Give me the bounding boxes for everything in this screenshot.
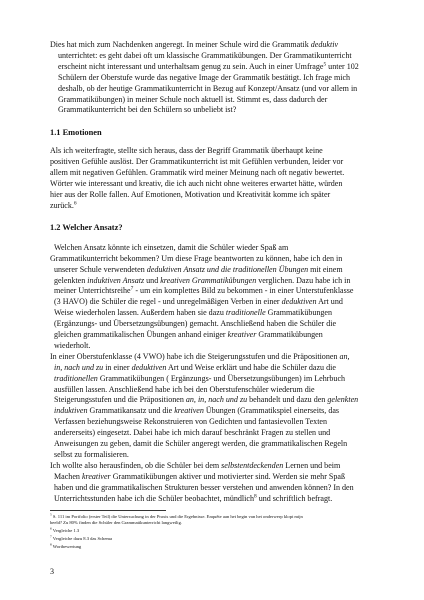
page-body — [50, 40, 378, 505]
footnote-5: $^5$ S. 111 im Portfolio (erster Teil) die Untersuchung in der Praxis und die Ergebnisse. Enquête aan het begin van het onderwerp klopt mijn beeld? Zu 80% finden die Schüler den Grammatikunterricht langweilig. — [50, 512, 303, 526]
footnote-6: $^6$ Vergleiche 1.3 — [50, 526, 80, 534]
intro-paragraph: Dies hat mich zum Nachdenken angeregt. In meiner Schule wird die Grammatik deduktiv unterrichtet: es geht dabei oft um klassische Grammatikübungen. Der Grammatikunterricht erscheint nicht interessant und unterhaltsam genug zu sein. Auch in einer Umfrage$^5$ unter 102 Schülern der Oberstufe wurde das negative Image der Grammatik bestätigt. Ich frage mich deshalb, ob der heutige Grammatikunterricht in Bezug auf Konzept/Ansatz (und vor allem in Grammatikübungen) in meiner Schule noch aktuell ist. Stimmt es, dass dadurch der Grammatikunterricht bei den Schülern so unbeliebt ist? — [50, 40, 359, 115]
ansatz-paragraph-3: Ich wollte also herausfinden, ob die Schüler bei dem selbstentdeckenden Lernen und beim Machen kreativer Grammatikübungen aktiver und motivierter sind. Werden sie mehr Spaß haben und die grammatikalischen Strukturen besser verstehen und anwenden können? In den Unterrichtsstunden habe ich die Schüler beobachtet, mündlich$^8$ und schriftlich befragt. — [50, 460, 354, 503]
ansatz-paragraph-1: Welchen Ansatz könnte ich einsetzen, damit die Schüler wieder Spaß am Grammatikunterricht bekommen? Um diese Frage beantworten zu können, habe ich den in unserer Schule verwendeten deduktiven Ansatz und die traditionellen Übungen mit einem gelenkten induktiven Ansatz und kreativen Grammatikübungen verglichen. Dazu habe ich in meiner Unterrichtsreihe$^7$ - um ein komplettes Bild zu bekommen - in einer Unterstufenklasse (3 HAVO) die Schüler die regel - und unregelmäßigen Verben in einer deduktiven Art und Weise wiederholen lassen. Außerdem haben sie dazu traditionelle Grammatikübungen (Ergänzungs- und Übersetzungsübungen) gemacht. Anschließend haben die Schüler die gleichen grammatikalischen Übungen anhand einiger kreativer Grammatikübungen wiederholt. — [50, 242, 354, 350]
section-heading-emotionen: 1.1 Emotionen — [50, 127, 102, 137]
footnote-ref-5: 5 — [323, 61, 327, 68]
footnote-8: $^8$ Wortbewertung — [50, 542, 82, 550]
footnotes — [50, 510, 380, 552]
emotionen-paragraph: Als ich weiterfragte, stellte sich heraus, dass der Begriff Grammatik überhaupt keine positiven Gefühle auslöst. Der Grammatikunterricht ist mit Gefühlen verbunden, leider vor allem mit negativen Gefühlen. Grammatik wird meiner Meinung nach oft negativ bewertet. Wörter wie interessant und kreativ, die ich auch nicht ohne weiteres erwartet hätte, würden hier aus der Rolle fallen. Auf Emotionen, Motivation und Kreativität komme ich später zurück.$^6$ — [50, 146, 345, 210]
footnote-ref-7: 7 — [130, 285, 134, 292]
section-heading-ansatz: 1.2 Welcher Ansatz? — [50, 223, 123, 233]
page-number: 3 — [50, 567, 55, 576]
footnote-divider — [50, 510, 166, 511]
footnote-ref-6: 6 — [73, 200, 77, 207]
footnote-ref-8: 8 — [254, 492, 257, 499]
footnote-7: $^7$ Vergleiche dazu 8.3 das Schema — [50, 534, 112, 542]
ansatz-paragraph-2: In einer Oberstufenklasse (4 VWO) habe ich die Steigerungsstufen und die Präpositionen an, in, nach und zu in einer deduktiven Art und Weise erklärt und habe die Schüler dazu die traditionellen Grammatikübungen ( Ergänzungs- und Übersetzungsübungen) im Lehrbuch ausfüllen lassen. Anschließend habe ich bei den Oberstufenschüler wiederum die Steigerungsstufen und die Präpositionen an, in, nach und zu behandelt und dazu den gelenkten induktiven Grammatikansatz und die kreativen Übungen (Grammatikspiel einerseits, das Verfassen beziehungsweise Rekonstruieren von Gedichten und fantasievollen Texten andererseits) eingesetzt. Dabei habe ich mich darauf beschränkt Fragen zu stellen und Anweisungen zu geben, damit die Schüler angeregt werden, die grammatikalischen Regeln selbst zu formalisieren. — [50, 351, 359, 459]
